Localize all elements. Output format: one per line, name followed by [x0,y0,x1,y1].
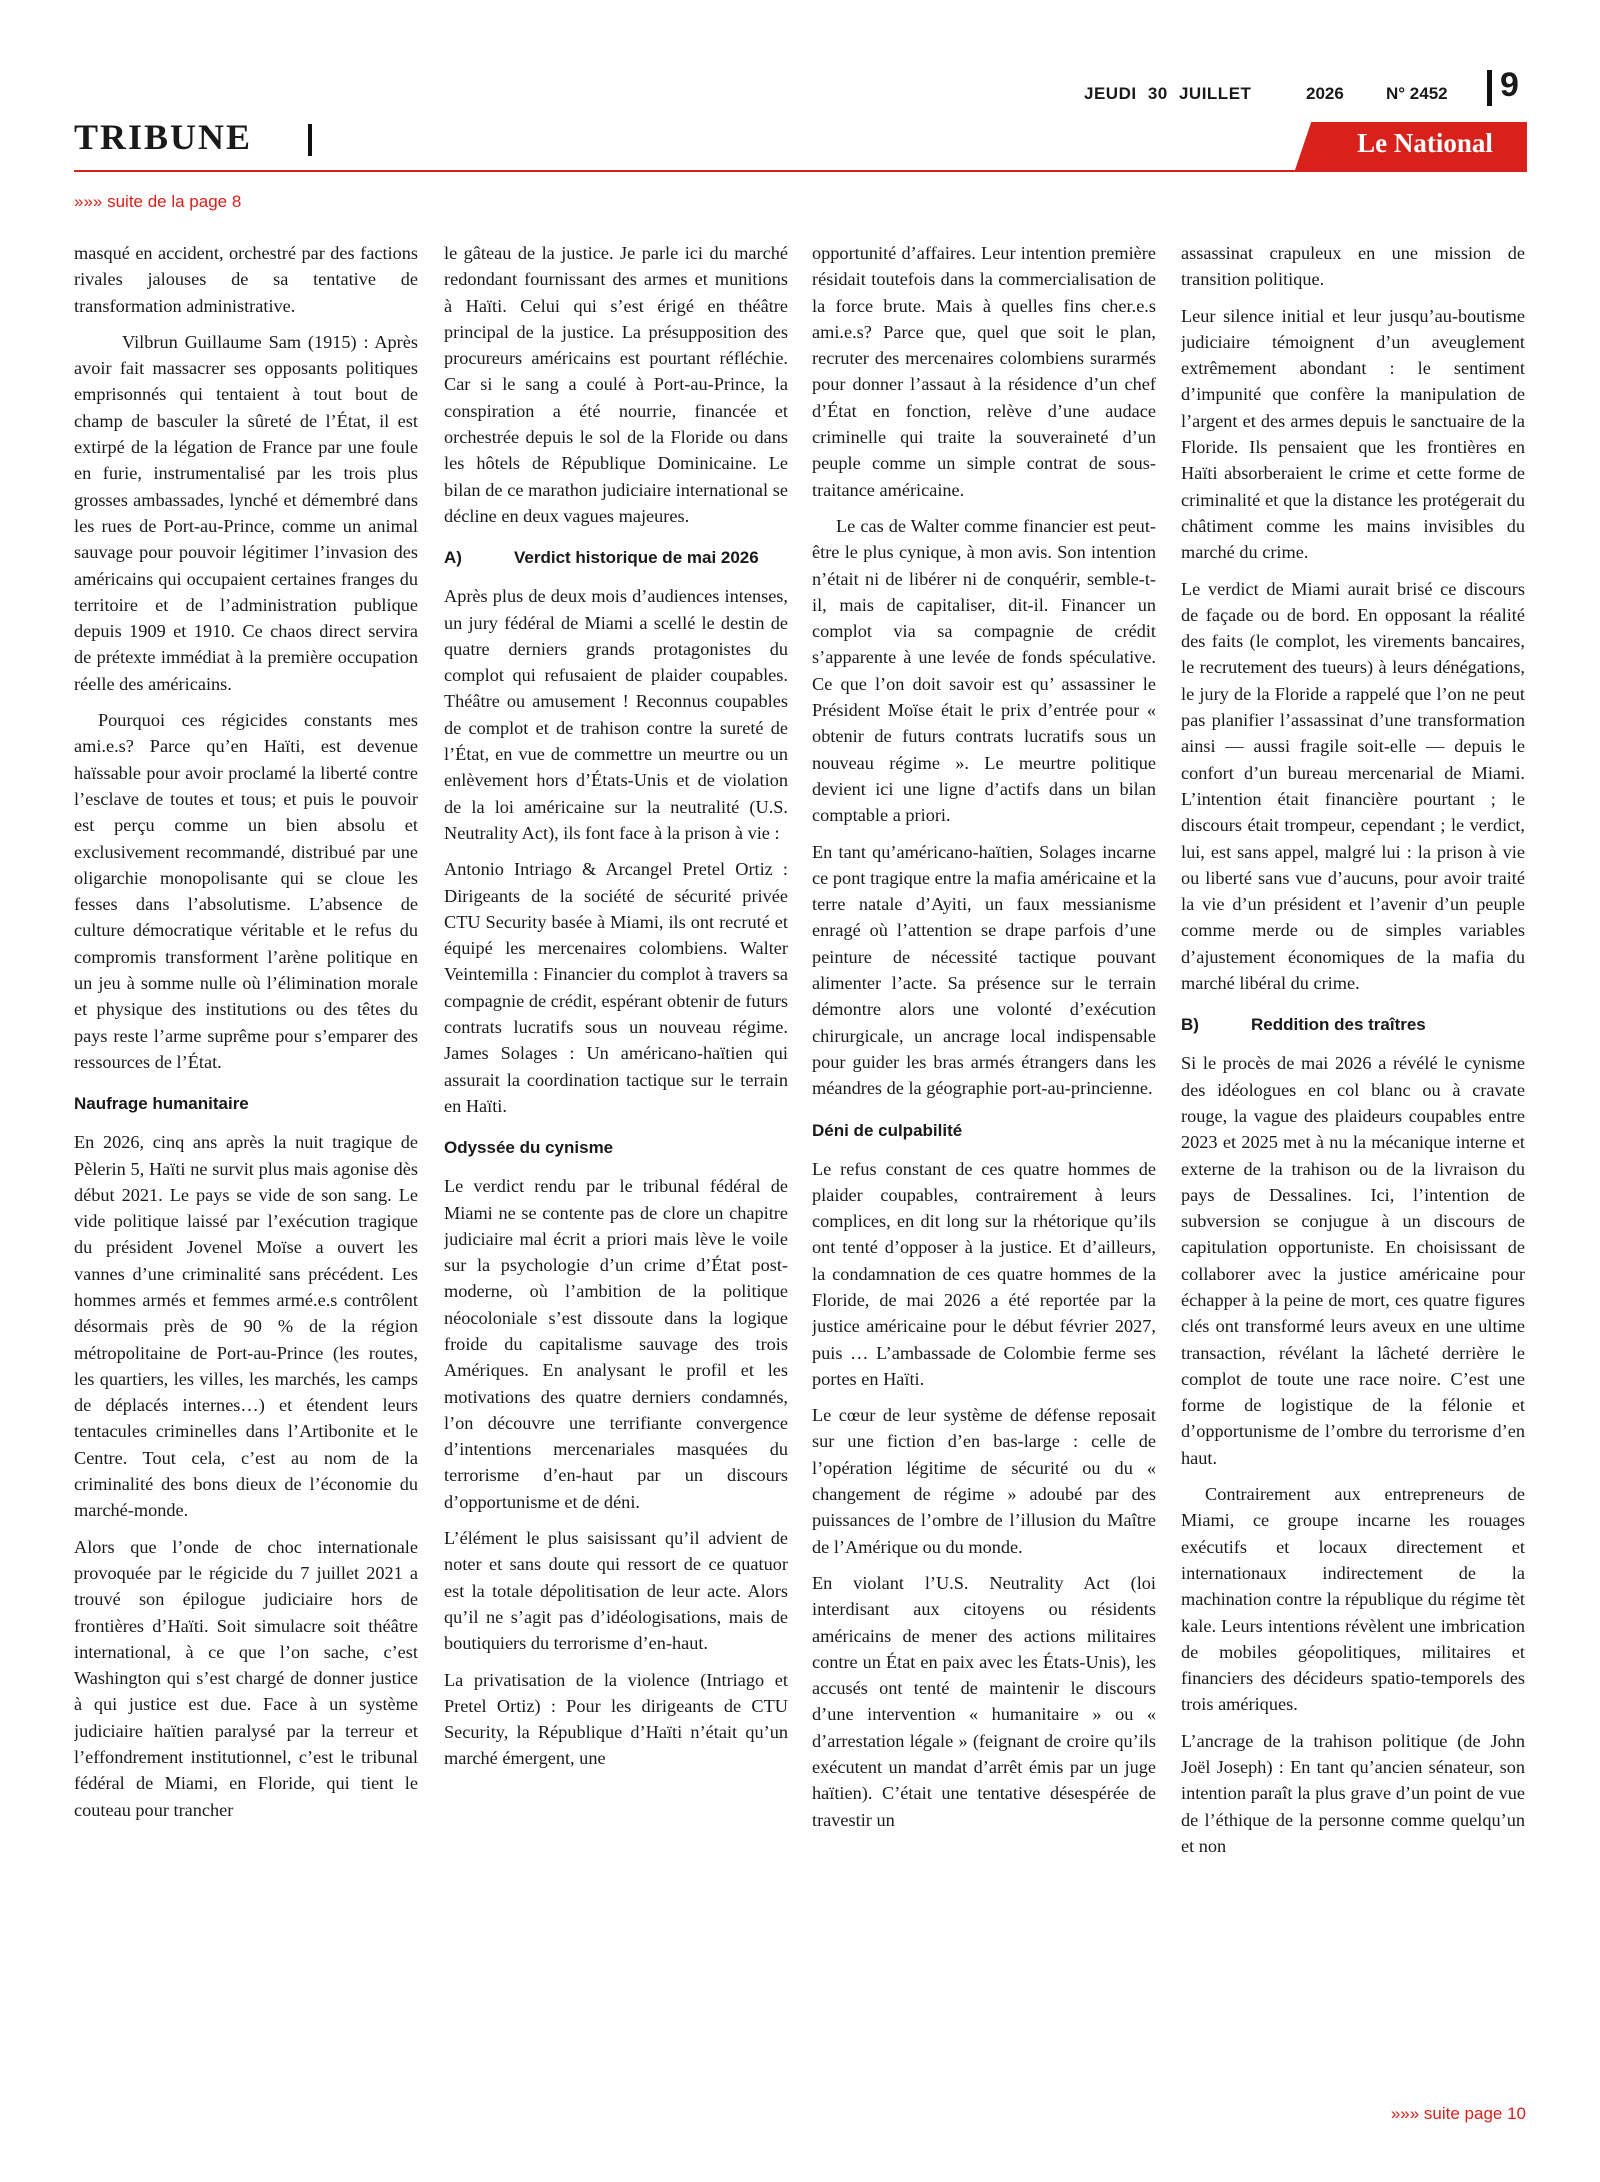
paragraph: masqué en accident, orchestré par des factions rivales jalouses de sa tentative de transformation administrative. [74,243,418,316]
issue-number: N° 2452 [1386,84,1448,103]
header-rule [74,170,1527,172]
article-column-3 [812,240,1156,2090]
paragraph: opportunité d’affaires. Leur intention première résidait toutefois dans la commercialisation de la force brute. Mais à quelles fins cher.e.s ami.e.s? Parce que, quel que soit le plan, recruter des mercenaires colombiens surarmés pour donner l’assaut à la résidence d’un chef d’État en fonction, relève d’une audace criminelle qui traite la souveraineté d’un peuple comme un simple contrat de sous-traitance américaine. [812,243,1156,500]
newspaper-logo: Le National [1357,128,1493,158]
page-number-divider [1487,70,1492,106]
subheading: Odyssée du cynisme [444,1138,614,1158]
paragraph: Le cœur de leur système de défense reposait sur une fiction d’en bas-large : celle de l’opération légitime de sécurité ou du « changement de régime » adoubé par des puissances de l’ombre de l’illusion du Maître de l’Amérique ou du monde. [812,1405,1156,1557]
paragraph: assassinat crapuleux en une mission de transition politique. [1181,243,1525,290]
issue-date-number: 30 [1147,84,1168,103]
paragraph: Le verdict rendu par le tribunal fédéral de Miami ne se contente pas de clore un chapitre judiciaire mal écrit a priori mais lève le voile sur la psychologie d’un crime d’État post-moderne, où l’ambition de la politique néocoloniale s’est dissoute dans la logique froide du capitalisme sauvage des trois Amériques. En analysant le profil et les motivations des quatre derniers condamnés, l’on découvre une terrifiante convergence d’intentions mercenariales masquées du terrorisme d’en-haut par un discours d’opportunisme et de déni. [444,1176,788,1512]
subheading: Naufrage humanitaire [74,1094,249,1114]
article-column-2 [444,240,788,2090]
paragraph: Vilbrun Guillaume Sam (1915) : Après avoir fait massacrer ses opposants politiques emprisonnés qui tentaient à tout bout de champ de basculer la sûreté de l’État, il est extirpé de la légation de France par une foule en furie, instrumentalisé par les trois plus grosses ambassades, lynché et démembré dans les rues de Port-au-Prince, comme un animal sauvage pour pouvoir légitimer l’invasion des américains qui occupaient certaines franges du territoire et de l’administration publique depuis 1909 et 1910. Ce chaos direct servira de prétexte immédiat à la première occupation réelle des américains. [74,331,418,694]
paragraph: L’ancrage de la trahison politique (de John Joël Joseph) : En tant qu’ancien sénateur, son intention paraît la plus grave d’un point de vue de l’éthique de la personne comme quelqu’un et non [1181,1730,1525,1856]
paragraph: Alors que l’onde de choc internationale provoquée par le régicide du 7 juillet 2021 a trouvé son épilogue judiciaire hors de frontières d’Haïti. Soit simulacre soit théâtre international, à ce que l’on sache, c’est Washington qui s’est chargé de donner justice à qui justice est due. Face à un système judiciaire haïtien paralysé par la terreur et l’effondrement institutionnel, c’est le tribunal fédéral de Miami, en Floride, qui tient le couteau pour trancher [74,1536,418,1820]
page-number: 9 [1500,66,1519,104]
issue-year: 2026 [1306,84,1344,103]
paragraph: En violant l’U.S. Neutrality Act (loi interdisant aux citoyens ou résidents américains de mener des actions militaires contre un État en paix avec les États-Unis), les accusés ont tenté de maintenir le discours d’une intervention « humanitaire » ou « d’arrestation légale » (feignant de croire qu’ils exécutent un mandat d’arrêt émis par un juge haïtien). C’était une tentative désespérée de travestir un [812,1572,1156,1830]
paragraph: Antonio Intriago & Arcangel Pretel Ortiz : Dirigeants de la société de sécurité privée CTU Security basée à Miami, ils ont recruté et équipé les mercenaires colombiens. Walter Veintemilla : Financier du complot à travers sa compagnie de crédit, espérant obtenir de futurs contrats lucratifs sous un nouveau régime. James Solages : Un américano-haïtien qui assurait la coordination tactique sur le terrain en Haïti. [444,859,788,1116]
paragraph: Pourquoi ces régicides constants mes ami.e.s? Parce qu’en Haïti, est devenue haïssable pour avoir proclamé la liberté contre l’esclave de toutes et tous; et puis le pouvoir est perçu comme un bien absolu et exclusivement recommandé, distribué par une oligarchie monopolisante qui se cloue les fesses dans l’absolutisme. L’absence de culture démocratique véritable et le refus du compromis transforment l’arène politique en un jeu à somme nulle où l’élimination morale et physique des institutions ou des têtes du pays reste l’arme suprême pour s’emparer des ressources de l’État. [74,710,418,1072]
paragraph: Le verdict de Miami aurait brisé ce discours de façade ou de bord. En opposant la réalité des faits (le complot, les virements bancaires, le recrutement des tueurs) à leurs dénégations, le jury de la Floride a rappelé que l’on ne peut pas planifier l’assassinat d’une transformation ainsi — aussi fragile soit-elle — depuis le confort d’un bureau mercenarial de Miami. L’intention était financière pourtant ; le discours était trompeur, cependant ; le verdict, lui, est sans appel, malgré lui : la prison à vie ou liberté sans vue d’aucuns, pour avoir traité la vie d’un président et l’avenir d’un peuple comme merde ou de simples variables d’ajustement économiques de la mafia du marché libéral du crime. [1181,578,1525,994]
article-column-1 [74,240,418,2090]
paragraph: Le refus constant de ces quatre hommes de plaider coupables, contrairement à leurs complices, en dit long sur la rhétorique qu’ils ont tenté d’opposer à la justice. Et d’ailleurs, la condamnation de ces quatre hommes de la Floride, de mai 2026 a été reportée par la justice américaine pour le début février 2027, puis … L’ambassade de Colombie ferme ses portes en Haïti. [812,1158,1156,1389]
subheading: Déni de culpabilité [812,1120,963,1140]
continued-next-link[interactable]: »»» suite page 10 [1390,2104,1526,2123]
article-column-4 [1181,240,1525,2090]
subheading-text: Reddition des traîtres [1251,1015,1426,1035]
paragraph: Si le procès de mai 2026 a révélé le cynisme des idéologues en col blanc ou à cravate rouge, la vague des plaideurs coupables entre 2023 et 2025 met à nu la mécanique interne et externe de la trahison ou de la livraison du pays de Dessalines. Ici, l’intention de subversion se conjugue à un discours de capitulation opportuniste. En choisissant de collaborer avec la justice américaine pour échapper à la peine de mort, ces quatre figures clés ont transformé leurs aveux en une ultime transaction, révélant la lâcheté derrière le complot de toute une race noire. C’est une forme de logistique de la félonie et d’opportunisme de l’ombre du terrorisme d’en haut. [1181,1053,1525,1468]
section-title-divider [308,124,312,156]
paragraph: Le cas de Walter comme financier est peut-être le plus cynique, à mon avis. Son intention n’était ni de libérer ni de conquérir, semble-t-il, mais de capitaliser, dit-il. Financer un complot via sa compagnie de crédit s’apparente à une levée de fonds spéculative. Ce que l’on doit savoir est qu’ assassiner le Président Moïse était le prix d’entrée pour « obtenir de futurs contrats lucratifs sous un nouveau régime ». Le meurtre politique devient ici une ligne d’actifs dans un bilan comptable a priori. [812,515,1156,826]
paragraph: Après plus de deux mois d’audiences intenses, un jury fédéral de Miami a scellé le destin de quatre derniers grands protagonistes du complot qui refusaient de plaider coupables. Théâtre ou amusement ! Reconnus coupables de complot et de trahison contre la sureté de l’État, en vue de commettre un meurtre ou un enlèvement hors d’États-Unis et de violation de la loi américaine sur la neutralité (U.S. Neutrality Act), ils font face à la prison à vie : [444,586,788,843]
paragraph: En 2026, cinq ans après la nuit tragique de Pèlerin 5, Haïti ne survit plus mais agonise dès début 2021. Le pays se vide de son sang. Le vide politique laissé par l’exécution tragique du président Jovenel Moïse a ouvert les vannes d’une criminalité sans précédent. Les hommes armés et femmes armé.e.s contrôlent désormais près de 90 % de la région métropolitaine de Port-au-Prince (les routes, les quartiers, les villes, les marchés, les camps de déplacés internes…) et étendent leurs tentacules criminelles dans l’Artibonite et le Centre. Tout cela, c’est au nom de la criminalité des bons dieux de l’économie du marché-monde. [74,1132,418,1521]
continued-from-link[interactable]: »»» suite de la page 8 [74,192,242,211]
issue-date [1084,84,1257,104]
paragraph: Contrairement aux entrepreneurs de Miami, ce groupe incarne les rouages exécutifs et locaux directement et internationaux indirectement de la machination contre la république du régime tèt kale. Leurs intentions révèlent une imbrication de mobiles géopolitiques, militaires et financiers des décideurs spatio-temporels des trois amériques. [1181,1484,1525,1715]
paragraph: le gâteau de la justice. Je parle ici du marché redondant fournissant des armes et munitions à Haïti. Celui qui s’est érigé en théâtre principal de la justice. La présupposition des procureurs américains est pourtant réfléchie. Car si le sang a coulé à Port-au-Prince, la conspiration a été nourrie, financée et orchestrée depuis le sol de la Floride ou dans les hôtels de République Dominicaine. Le bilan de ce marathon judiciaire international se décline en deux vagues majeures. [444,243,788,526]
paragraph: En tant qu’américano-haïtien, Solages incarne ce pont tragique entre la mafia américaine et la terre natale d’Ayiti, un faux messianisme enragé où l’attention se drape parfois d’une peinture de nécessité tactique pouvant alimenter l’acte. Sa présence sur le terrain démontre alors une volonté d’exécution chirurgicale, un ancrage local indispensable pour guider les bras armés étrangers dans les méandres de la géographie port-au-princienne. [812,841,1156,1099]
section-title: TRIBUNE [74,117,253,157]
paragraph: Leur silence initial et leur jusqu’au-boutisme judiciaire témoignent d’un aveuglement extrêmement abondant : le sentiment d’impunité que confère la manipulation de l’argent et des armes depuis le sanctuaire de la Floride. Ils pensaient que les frontières en Haïti absorberaient le crime et cette forme de criminalité et que la distance les protégerait du châtiment comme les mains invisibles du marché du crime. [1181,305,1525,563]
subheading-text: Verdict historique de mai 2026 [514,548,759,568]
subheading [444,545,788,571]
issue-day: JEUDI [1084,84,1137,103]
subheading-label: A) [444,548,462,568]
paragraph: L’élément le plus saisissant qu’il advient de noter et sans doute qui ressort de ce quatuor est la totale dépolitisation de leur acte. Alors qu’il ne s’agit pas d’idéologisations, mais de boutiquiers du terrorisme d’en-haut. [444,1528,788,1654]
subheading [1181,1012,1525,1038]
issue-month: JUILLET [1178,84,1252,103]
subheading-label: B) [1181,1015,1199,1035]
paragraph: La privatisation de la violence (Intriago et Pretel Ortiz) : Pour les dirigeants de CTU Security, la République d’Haïti n’était qu’un marché émergent, une [444,1669,788,1769]
